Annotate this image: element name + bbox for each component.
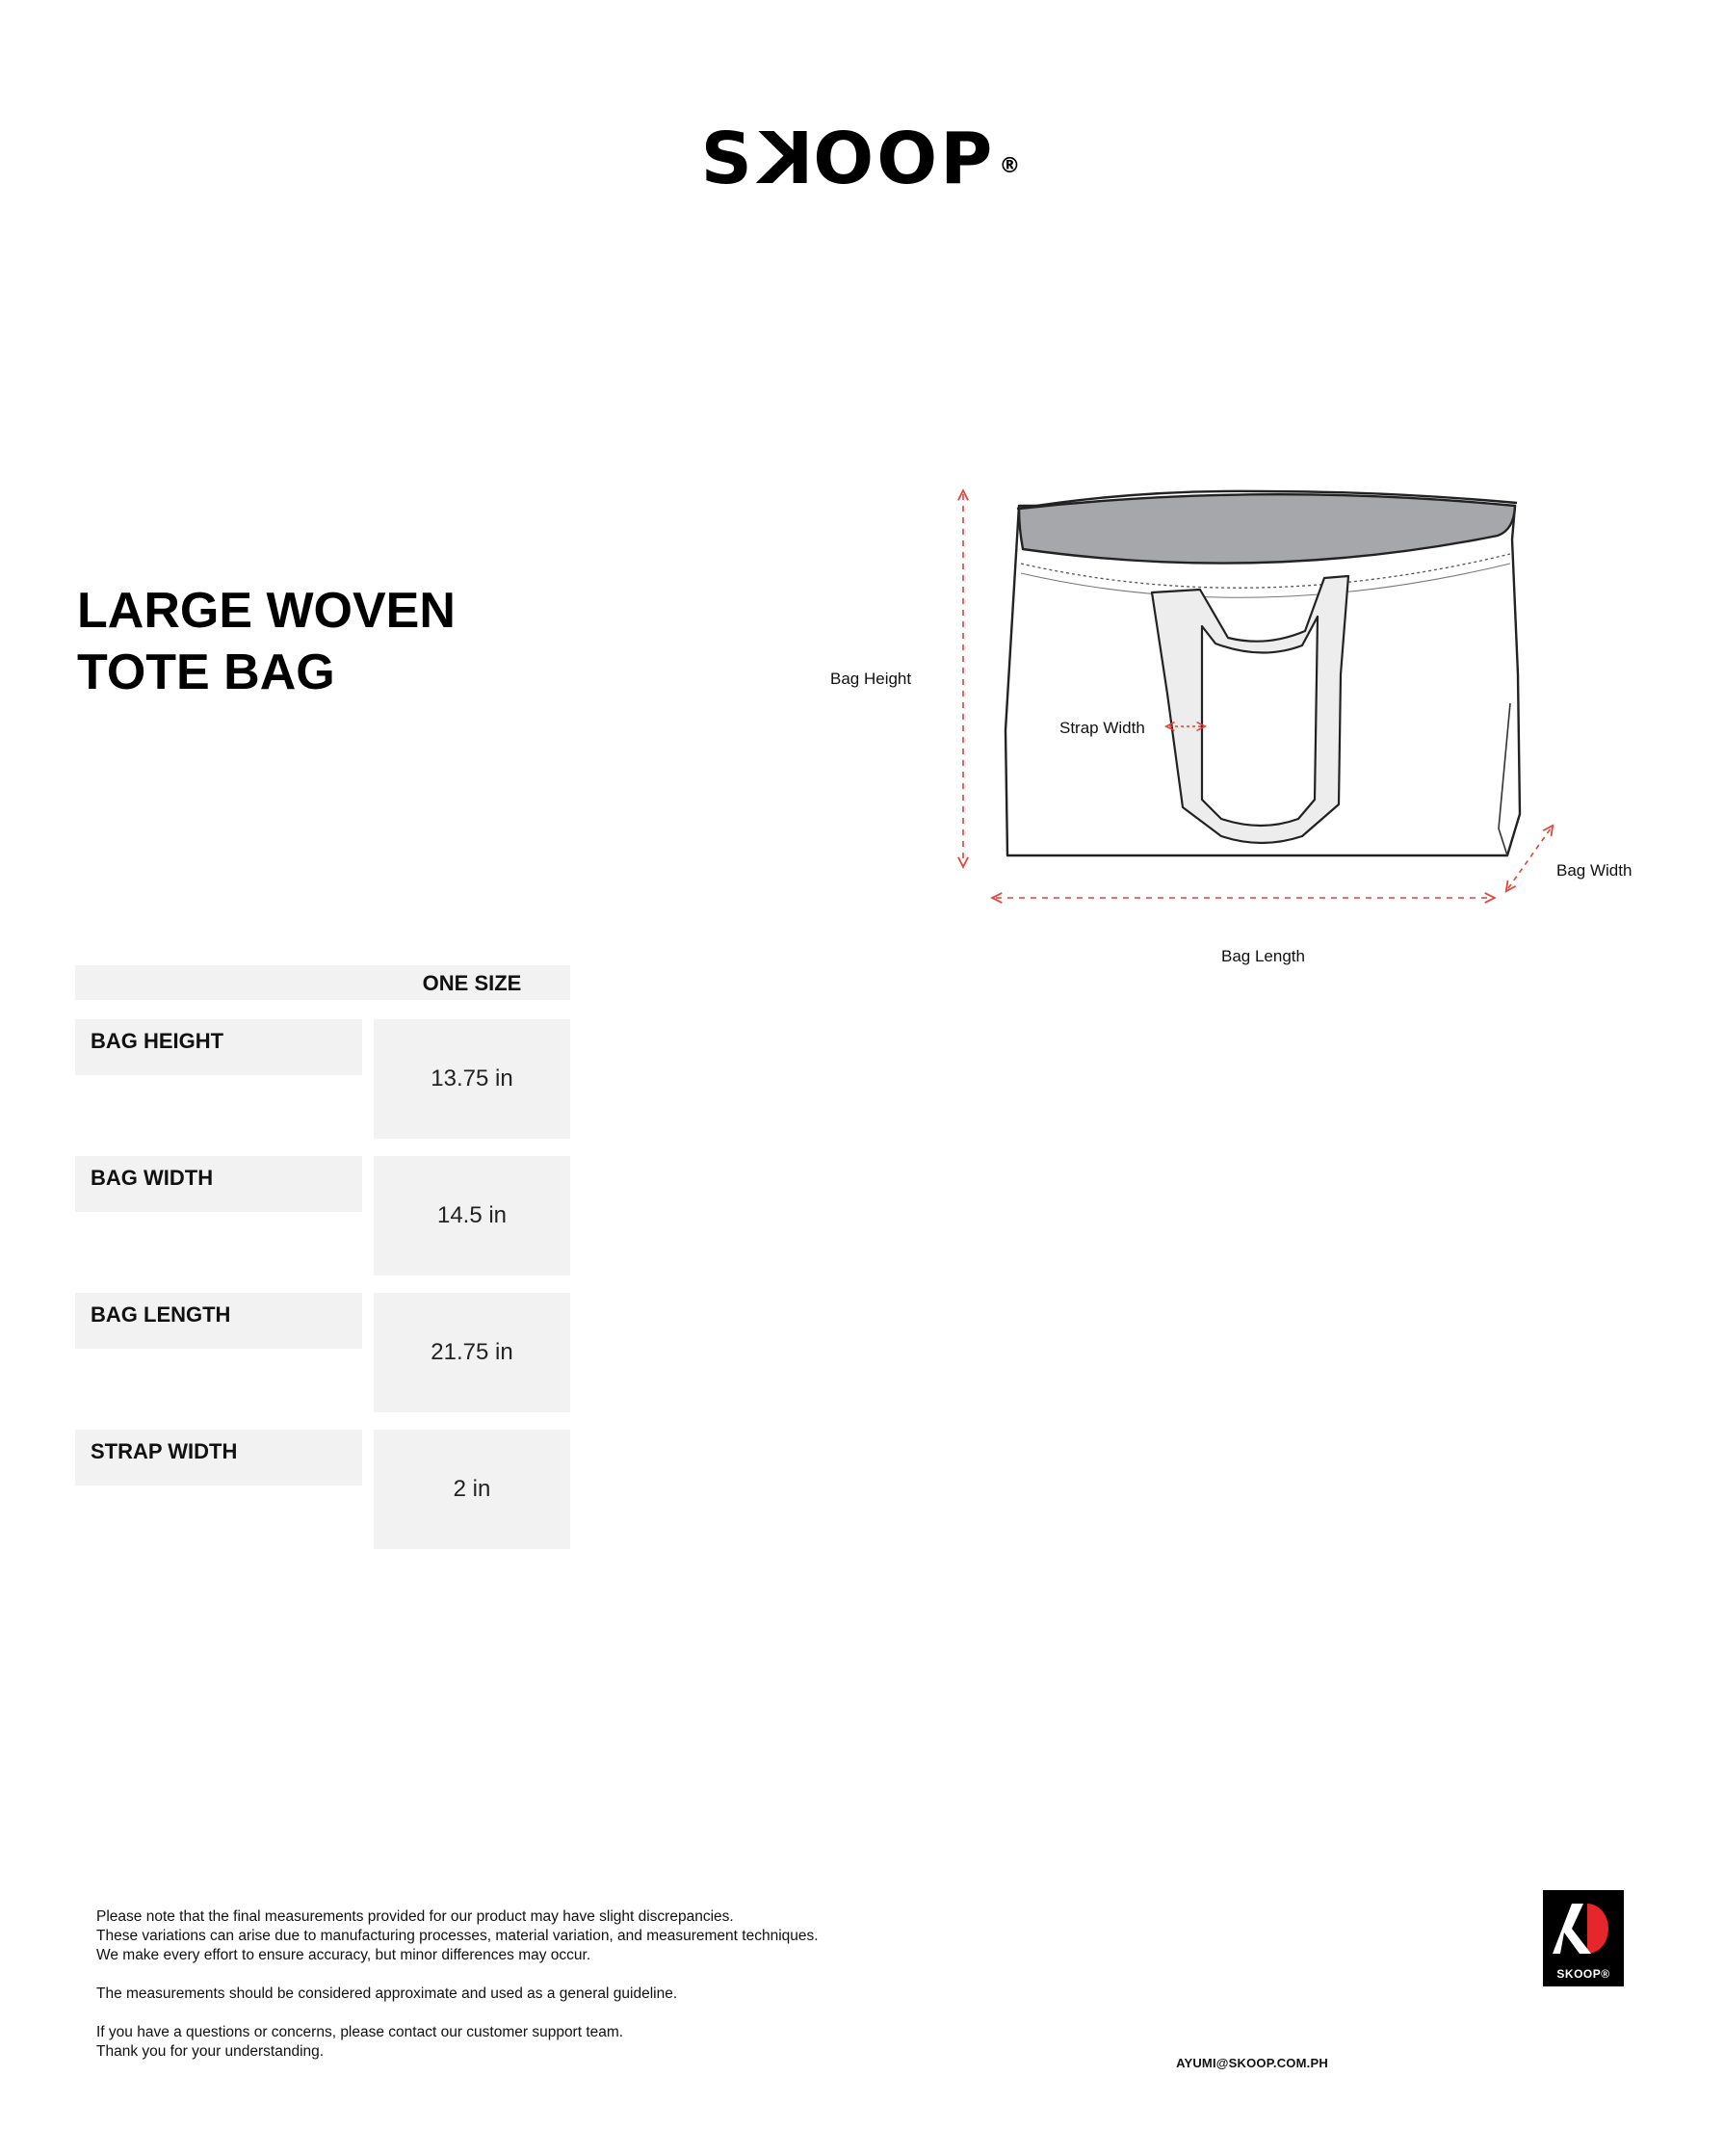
row-value-bag-length: 21.75 in bbox=[374, 1293, 570, 1412]
note-line: These variations can arise due to manufacturing processes, material variation, and measurement techniques. bbox=[96, 1928, 819, 1944]
logo-letter-s: S bbox=[700, 118, 755, 200]
bag-width-dimension-line bbox=[1508, 828, 1551, 888]
tote-bag-diagram bbox=[0, 0, 1724, 1012]
row-label-bag-height: BAG HEIGHT bbox=[75, 1019, 362, 1075]
note-line: We make every effort to ensure accuracy, but minor differences may occur. bbox=[96, 1947, 591, 1963]
note-line: The measurements should be considered approximate and used as a general guideline. bbox=[96, 1985, 678, 2002]
logo-letters-oop: OOP bbox=[813, 118, 996, 200]
brand-badge bbox=[1543, 1890, 1624, 1986]
row-value-strap-width: 2 in bbox=[374, 1430, 570, 1549]
note-line: Please note that the final measurements provided for our product may have slight discrepancies. bbox=[96, 1908, 734, 1925]
row-value-bag-height: 13.75 in bbox=[374, 1019, 570, 1139]
registered-mark: ® bbox=[999, 154, 1024, 178]
note-line: If you have a questions or concerns, please contact our customer support team. bbox=[96, 2024, 624, 2040]
row-label-bag-length: BAG LENGTH bbox=[75, 1293, 362, 1349]
badge-text: SKOOP® bbox=[1556, 1967, 1610, 1981]
bag-width-label: Bag Width bbox=[1556, 861, 1633, 880]
contact-email[interactable]: AYUMI@SKOOP.COM.PH bbox=[1176, 2056, 1328, 2070]
measurement-disclaimer bbox=[96, 1907, 963, 2081]
logo-letter-k: K bbox=[754, 118, 814, 200]
row-label-strap-width: STRAP WIDTH bbox=[75, 1430, 362, 1486]
bag-length-label: Bag Length bbox=[1221, 947, 1305, 965]
row-value-bag-width: 14.5 in bbox=[374, 1156, 570, 1275]
size-column-header: ONE SIZE bbox=[422, 971, 522, 995]
bag-height-label: Bag Height bbox=[830, 670, 912, 688]
product-title-line1: LARGE WOVEN bbox=[77, 583, 456, 639]
strap-width-label: Strap Width bbox=[1059, 719, 1145, 737]
row-label-bag-width: BAG WIDTH bbox=[75, 1156, 362, 1212]
product-title-line2: TOTE BAG bbox=[77, 644, 335, 700]
note-line: Thank you for your understanding. bbox=[96, 2043, 325, 2060]
